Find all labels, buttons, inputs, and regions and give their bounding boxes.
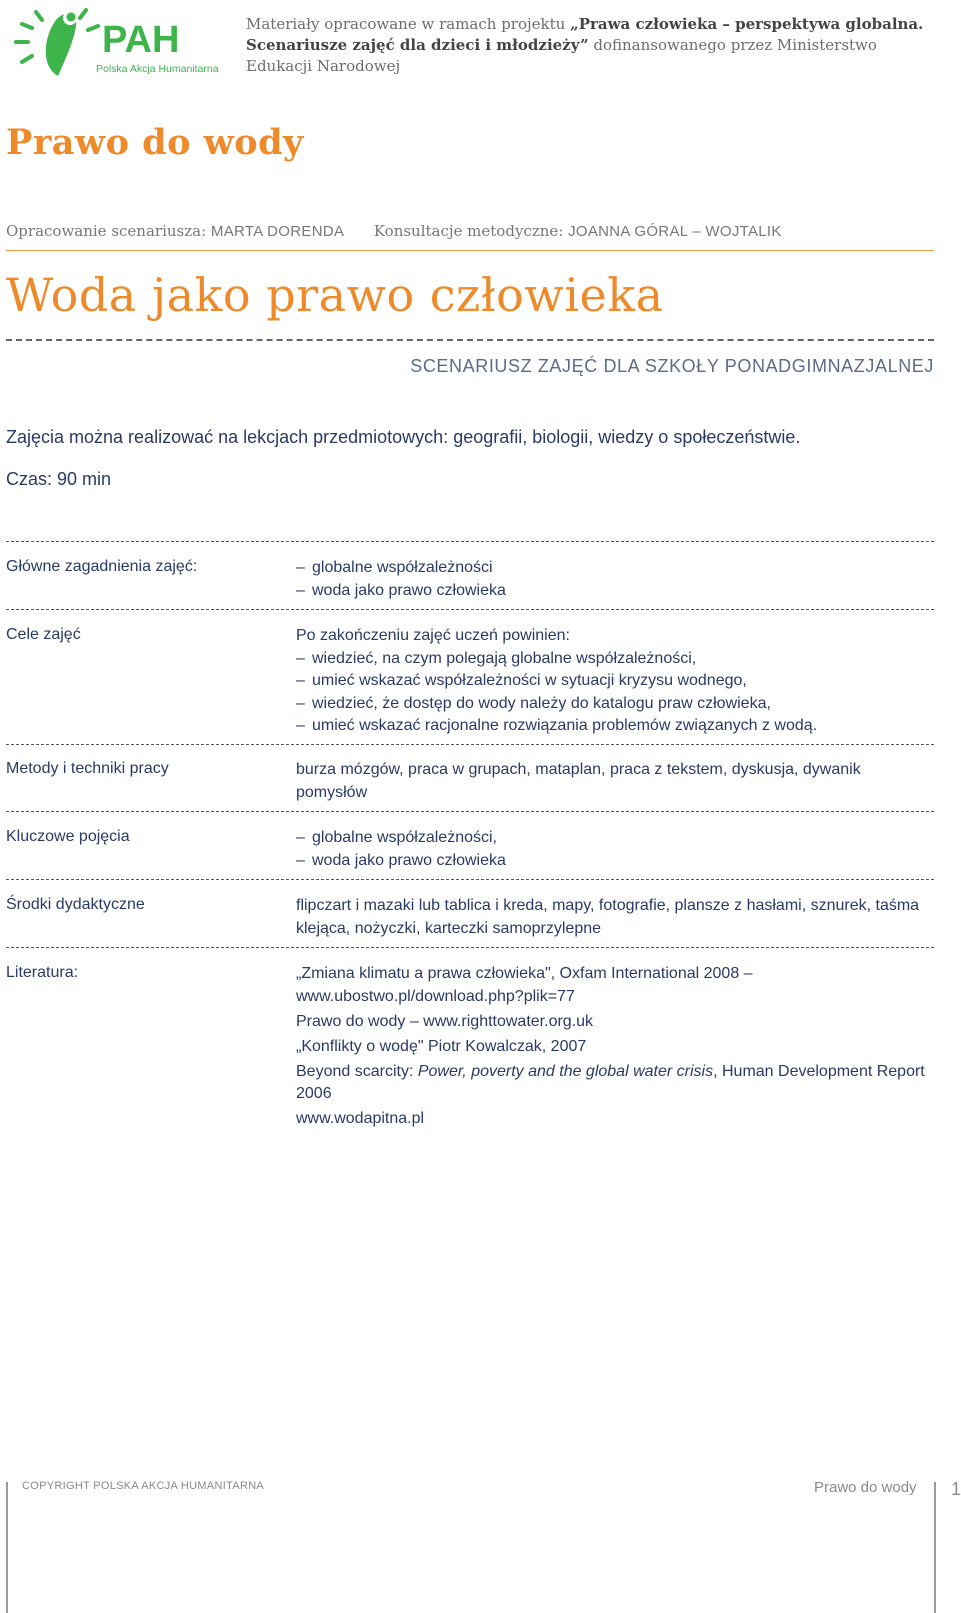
list-item: – woda jako prawo człowieka [296, 580, 926, 603]
list-item: – umieć wskazać racjonalne rozwiązania problemów związanych z wodą. [296, 715, 926, 738]
consult-label: Konsultacje metodyczne: [373, 222, 564, 240]
literature-entry [296, 1061, 926, 1106]
intro-rest: dofinansowanego przez Ministerstwo Edukacji Narodowej [246, 36, 877, 75]
dashed-divider [6, 339, 934, 341]
row-divider [6, 879, 934, 880]
methods-label: Metody i techniki pracy [6, 760, 169, 777]
materials-content: flipczart i mazaki lub tablica i kreda, mapy, fotografie, plansze z hasłami, sznurek, taśma klejąca, nożyczki, karteczki samoprzylepne [296, 897, 920, 937]
page-number: 1 [951, 1479, 961, 1499]
logo-text: PAH [102, 19, 180, 61]
materials-label: Środki dydaktyczne [6, 896, 145, 913]
literature-entry: www.wodapitna.pl [296, 1110, 425, 1127]
concepts-label: Kluczowe pojęcia [6, 828, 130, 845]
list-item: – globalne współzależności, [296, 827, 926, 850]
issues-label: Główne zagadnienia zajęć: [6, 558, 198, 575]
entry-rest: , Human Development Report 2006 [296, 1062, 925, 1102]
goals-label: Cele zajęć [6, 626, 81, 643]
literature-entry: „Konflikty o wodę" Piotr Kowalczak, 2007 [296, 1037, 587, 1055]
intro-bold: „Prawa człowieka – perspektywa globalna. Scenariusze zajęć dla dzieci i młodzieży” [246, 15, 924, 54]
literature-label: Literatura: [6, 964, 79, 981]
list-item: – wiedzieć, na czym polegają globalne współzależności, [296, 648, 926, 671]
entry-plain: Beyond scarcity: [296, 1062, 418, 1080]
footer-left-rule [6, 1482, 8, 1613]
main-title: Woda jako prawo człowieka [6, 268, 664, 322]
goals-content [296, 625, 926, 738]
authors-line [6, 222, 782, 240]
duration: Czas: 90 min [6, 469, 112, 489]
row-divider [6, 744, 934, 745]
entry-italic: Power, poverty and the global water crisis [417, 1062, 714, 1080]
logo-graphic [10, 6, 219, 82]
divider [6, 250, 934, 251]
list-item: – wiedzieć, że dostęp do wody należy do katalogu praw człowieka, [296, 693, 926, 716]
list-item: – globalne współzależności [296, 557, 926, 580]
row-divider [6, 811, 934, 812]
scenario-type: SCENARIUSZ ZAJĘĆ DLA SZKOŁY PONADGIMNAZJALNEJ [410, 356, 934, 376]
row-divider [6, 947, 934, 948]
methods-content: burza mózgów, praca w grupach, mataplan, praca z tekstem, dyskusja, dywanik pomysłów [296, 761, 861, 801]
scenario-author-name: MARTA DORENDA [210, 223, 345, 240]
consult-name: JOANNA GÓRAL – WOJTALIK [568, 223, 782, 240]
subjects-line: Zajęcia można realizować na lekcjach przedmiotowych: geografii, biologii, wiedzy o społeczeństwie. [6, 427, 801, 447]
document-title: Prawo do wody [6, 122, 304, 163]
footer-title: Prawo do wody [814, 1479, 917, 1496]
row-divider [6, 609, 934, 610]
issues-content [296, 557, 926, 602]
goals-intro: Po zakończeniu zajęć uczeń powinien: [296, 627, 570, 644]
copyright: COPYRIGHT POLSKA AKCJA HUMANITARNA [22, 1480, 265, 1492]
list-item: – umieć wskazać współzależności w sytuacji kryzysu wodnego, [296, 670, 926, 693]
footer-right-rule [934, 1482, 936, 1613]
concepts-content [296, 827, 926, 872]
literature-entry: „Zmiana klimatu a prawa człowieka", Oxfam International 2008 – www.ubostwo.pl/download.php?plik=77 [296, 965, 753, 1005]
scenario-author-label: Opracowanie scenariusza: [6, 222, 207, 240]
literature-entry: Prawo do wody – www.righttowater.org.uk [296, 1012, 594, 1030]
row-divider [6, 541, 934, 542]
list-item: – woda jako prawo człowieka [296, 850, 926, 873]
literature-content [296, 963, 926, 1133]
logo-subtext: Polska Akcja Humanitarna [96, 63, 219, 75]
intro-plain: Materiały opracowane w ramach projektu [246, 15, 571, 33]
pah-logo [10, 6, 219, 82]
project-intro [246, 14, 946, 77]
